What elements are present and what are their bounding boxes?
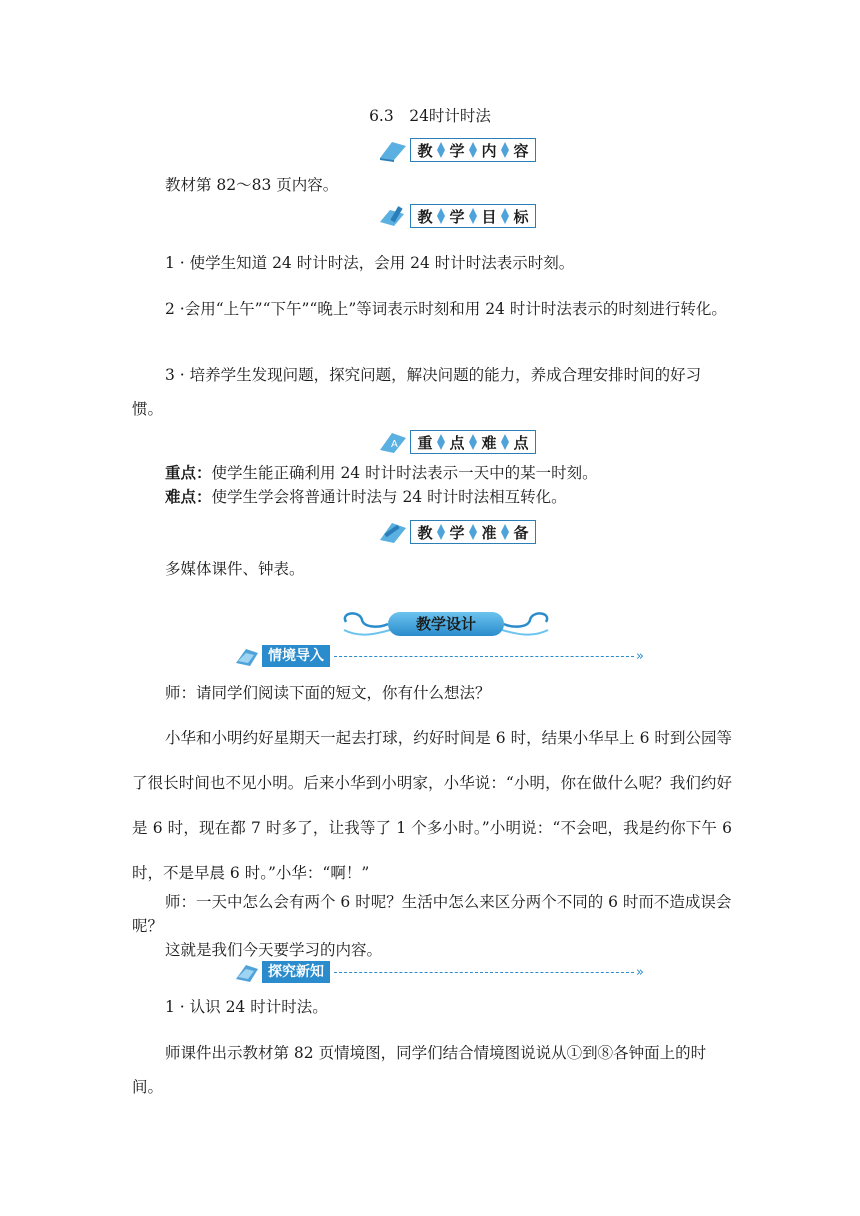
difficult-label: 难点：: [165, 487, 212, 506]
prep-text: 多媒体课件、钟表。: [165, 560, 305, 578]
banner-char: 教: [417, 523, 433, 542]
section-banner-key: [378, 428, 536, 456]
intro-line: 师：一天中怎么会有两个 6 时呢？生活中怎么来区分两个不同的 6 时而不造成误会呢？: [132, 893, 732, 935]
banner-char: 目: [481, 207, 497, 226]
double-arrow-icon: »: [636, 964, 644, 980]
page-title: 6.3 24时计时法: [369, 107, 491, 125]
paper-icon: [232, 961, 262, 983]
banner-char: 备: [513, 523, 529, 542]
banner-char: 容: [513, 141, 529, 160]
intro-story: 小华和小明约好星期天一起去打球，约好时间是 6 时，结果小华早上 6 时到公园等了很长时间也不见小明。后来小华到小明家，小华说：“小明，你在做什么呢？我们约好是 6 时，现在都 7 时多了，让我等了 1 个多小时。”小明说：“不会吧，我是约你下午 6 时，不是早晨 6 时。”小华：“啊！”: [132, 729, 732, 882]
section-banner-content: [378, 136, 536, 164]
key-point: [165, 462, 745, 484]
key-text: 使学生能正确利用 24 时计时法表示一天中的某一时刻。: [211, 464, 598, 482]
sub-banner-explore: [232, 960, 644, 984]
content-text: 教材第 82～83 页内容。: [165, 176, 339, 194]
sub-banner-intro: [232, 644, 644, 668]
svg-text:A: A: [391, 439, 398, 450]
paper-icon: [232, 645, 262, 667]
banner-char: 内: [481, 141, 497, 160]
banner-char: 点: [513, 433, 529, 452]
book-icon: [378, 138, 408, 162]
key-label: 重点：: [165, 463, 212, 482]
dashed-divider: [334, 972, 634, 973]
banner-char: 学: [449, 207, 465, 226]
banner-char: 点: [449, 433, 465, 452]
banner-char: 学: [449, 523, 465, 542]
banner-char: 重: [417, 433, 433, 452]
explore-tag: 探究新知: [262, 961, 330, 983]
teaching-design-label: 教学设计: [388, 612, 504, 636]
goal-item: 2 ·会用“上午”“下午”“晚上”等词表示时刻和用 24 时计时法表示的时刻进行转化。: [165, 300, 727, 318]
banner-char: 准: [481, 523, 497, 542]
explore-item: 1 · 认识 24 时计时法。: [165, 998, 328, 1016]
intro-tag: 情境导入: [262, 645, 330, 667]
section-banner-goals: [378, 202, 536, 230]
banner-char: 标: [513, 207, 529, 226]
section-banner-prep: [378, 518, 536, 546]
explore-item: 师课件出示教材第 82 页情境图，同学们结合情境图说说从①到⑧各钟面上的时间。: [132, 1044, 707, 1096]
banner-char: 教: [417, 207, 433, 226]
difficult-text: 使学生学会将普通计时法与 24 时计时法相互转化。: [211, 488, 567, 506]
teaching-design-ribbon: [340, 608, 552, 642]
goal-item: 1 · 使学生知道 24 时计时法，会用 24 时计时法表示时刻。: [165, 254, 575, 272]
dashed-divider: [334, 656, 634, 657]
banner-char: 教: [417, 141, 433, 160]
banner-char: 学: [449, 141, 465, 160]
book-a-icon: [378, 430, 408, 454]
double-arrow-icon: »: [636, 648, 644, 664]
intro-line: 这就是我们今天要学习的内容。: [165, 941, 383, 959]
banner-char: 难: [481, 433, 497, 452]
ruler-icon: [378, 520, 408, 544]
intro-line: 师：请同学们阅读下面的短文，你有什么想法？: [165, 684, 491, 702]
pen-book-icon: [378, 204, 408, 228]
difficult-point: [165, 486, 745, 508]
goal-item: 3 · 培养学生发现问题，探究问题，解决问题的能力，养成合理安排时间的好习惯。: [132, 366, 702, 418]
